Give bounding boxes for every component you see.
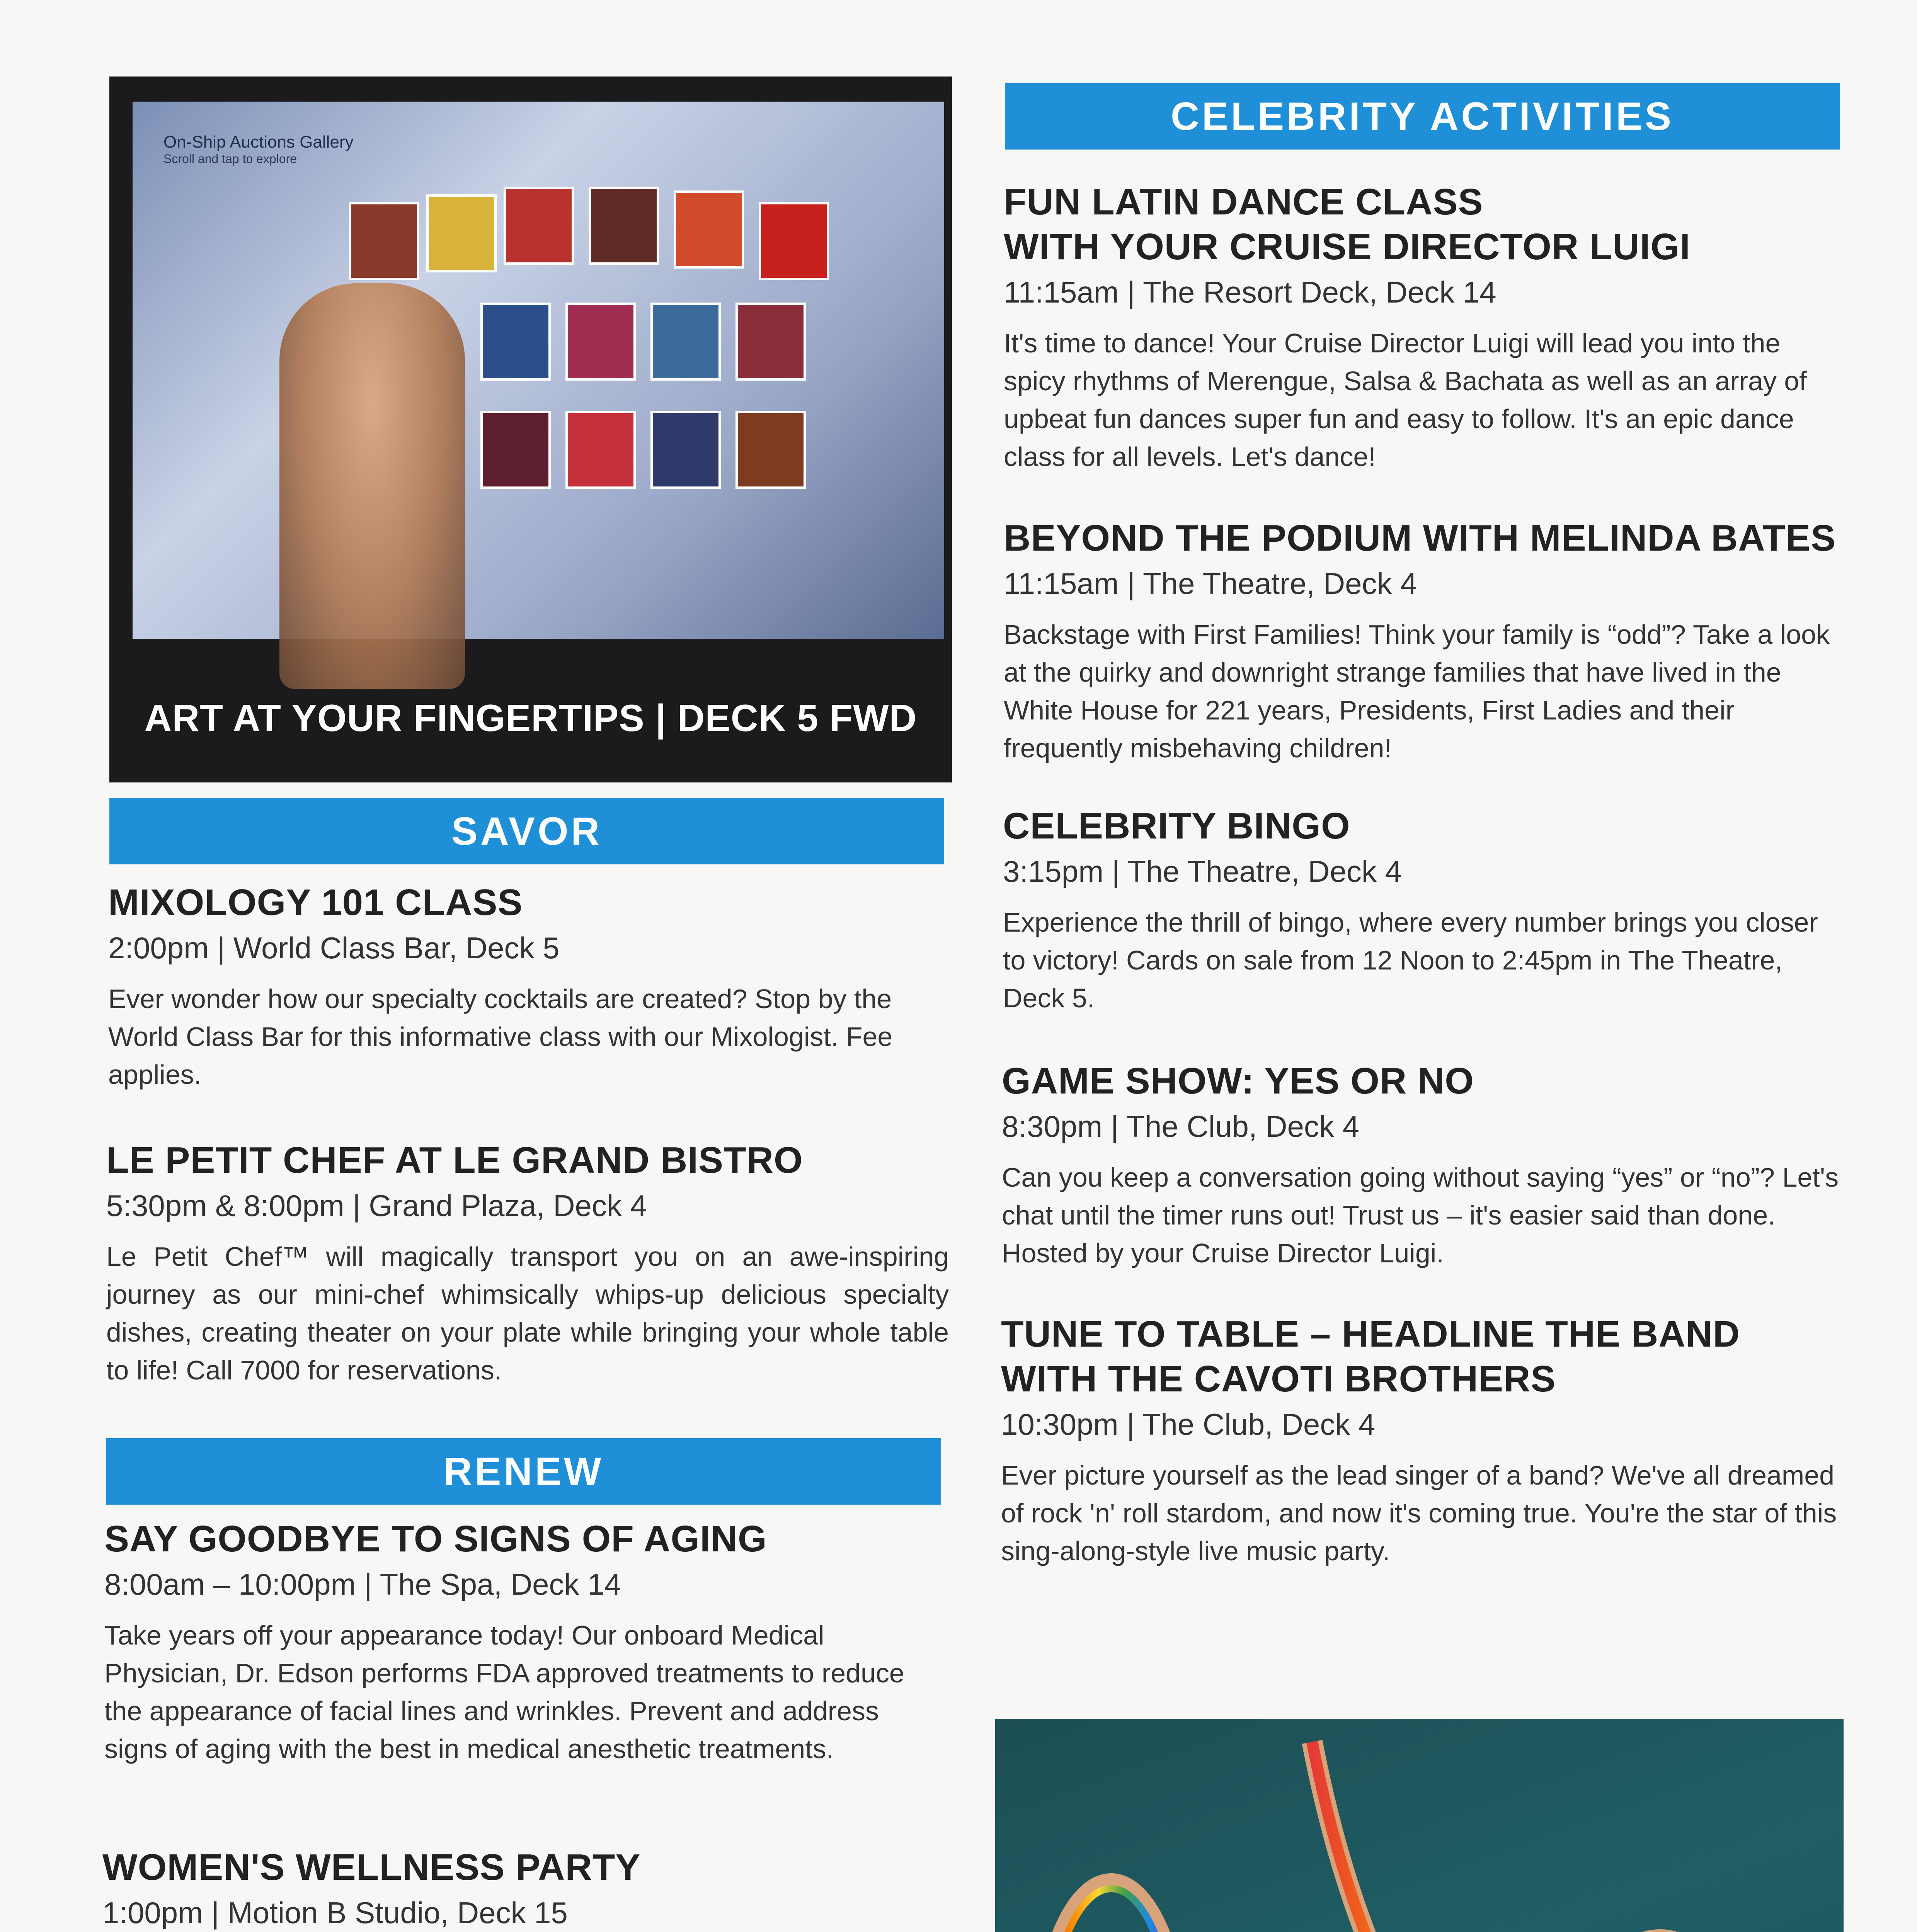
art-tile [565,411,636,489]
event-celebrity-bingo [1003,804,1845,1017]
screen-title: On-Ship Auctions Gallery [163,133,354,151]
art-tile [759,202,829,280]
art-tile [674,190,744,269]
renew-banner: RENEW [106,1438,941,1505]
event-womens-wellness [102,1845,937,1932]
art-tile [735,303,806,381]
event-latin-dance [1004,180,1846,476]
event-title-line2: WITH YOUR CRUISE DIRECTOR LUIGI [1004,226,1691,267]
event-title: GAME SHOW: YES OR NO [1002,1060,1474,1102]
art-tile [650,303,721,381]
celebrity-activities-banner: CELEBRITY ACTIVITIES [1005,83,1840,150]
event-title-line1: FUN LATIN DANCE CLASS [1004,181,1483,223]
event-signs-of-aging [104,1517,939,1768]
savor-banner: SAVOR [109,798,944,864]
art-tile [480,303,551,381]
art-photo [109,77,952,782]
event-tune-to-table [1001,1312,1844,1570]
event-description: Can you keep a conversation going without saying “yes” or “no”? Let's chat until the timer runs out! Trust us – it's easier said than done. Hosted by your Cruise Director Luigi. [1002,1162,1839,1268]
event-title: CELEBRITY BINGO [1003,805,1350,847]
gallery-screen [133,102,944,639]
jewelry-photo [995,1719,1844,1932]
necklace [1312,1742,1838,1932]
event-title-line2: WITH THE CAVOTI BROTHERS [1001,1358,1556,1400]
event-description: It's time to dance! Your Cruise Director Luigi will lead you into the spicy rhythms of Merengue, Salsa & Bachata as well as an array of upbeat fun dances super fun and easy to follow. It's an epic dance class for all levels. Let's dance! [1004,328,1807,472]
event-le-petit-chef [106,1138,949,1389]
art-tile [504,187,574,265]
event-time-location: 10:30pm | The Club, Deck 4 [1001,1407,1376,1441]
event-description: Ever picture yourself as the lead singer of a band? We've all dreamed of rock 'n' roll stardom, and now it's coming true. You're the star of this sing-along-style live music party. [1001,1460,1837,1566]
event-title: MIXOLOGY 101 CLASS [108,882,523,923]
event-time-location: 11:15am | The Theatre, Deck 4 [1004,566,1417,600]
event-description: Experience the thrill of bingo, where every number brings you closer to victory! Cards on sale from 12 Noon to 2:45pm in The Theatre, Deck 5. [1003,907,1818,1013]
art-tile [589,187,659,265]
jewelry-illustration [995,1719,1844,1932]
art-tile [349,202,419,280]
event-title: LE PETIT CHEF AT LE GRAND BISTRO [106,1139,803,1181]
event-title: SAY GOODBYE TO SIGNS OF AGING [104,1518,767,1560]
event-title: BEYOND THE PODIUM WITH MELINDA BATES [1004,517,1836,559]
woman-figure [279,283,465,689]
event-time-location: 2:00pm | World Class Bar, Deck 5 [108,931,560,965]
event-time-location: 1:00pm | Motion B Studio, Deck 15 [102,1896,568,1930]
event-title: WOMEN'S WELLNESS PARTY [102,1847,641,1888]
art-tile [426,194,497,272]
event-description: Take years off your appearance today! Our onboard Medical Physician, Dr. Edson performs FDA approved treatments to reduce the appearance of facial lines and wrinkles. Prevent and address signs of aging with the best in medical anesthetic treatments. [104,1620,904,1764]
event-beyond-the-podium [1004,516,1846,767]
event-game-show [1002,1059,1844,1272]
event-description: Backstage with First Families! Think your family is “odd”? Take a look at the quirky and downright strange families that have lived in the White House for 221 years, Presidents, First Ladies and their frequently misbehaving children! [1004,619,1830,763]
art-tile [565,303,636,381]
event-description: Le Petit Chef™ will magically transport you on an awe-inspiring journey as our mini-chef whimsically whips-up delicious specialty dishes, creating theater on your plate while bringing your whole table to life! Call 7000 for reservations. [106,1242,949,1385]
necklace-gems [1312,1742,1838,1932]
event-time-location: 8:30pm | The Club, Deck 4 [1002,1109,1359,1143]
art-caption: ART AT YOUR FINGERTIPS | DECK 5 FWD [144,697,917,739]
event-time-location: 3:15pm | The Theatre, Deck 4 [1003,854,1402,888]
event-description: Ever wonder how our specialty cocktails are created? Stop by the World Class Bar for this informative class with our Mixologist. Fee applies. [108,984,893,1090]
event-time-location: 5:30pm & 8:00pm | Grand Plaza, Deck 4 [106,1189,647,1223]
event-time-location: 11:15am | The Resort Deck, Deck 14 [1004,275,1496,309]
art-tile [650,411,721,489]
art-tile [735,411,806,489]
event-mixology [108,880,951,1094]
art-tile [480,411,551,489]
event-time-location: 8:00am – 10:00pm | The Spa, Deck 14 [104,1567,621,1601]
screen-subtitle: Scroll and tap to explore [163,152,297,166]
event-title-line1: TUNE TO TABLE – HEADLINE THE BAND [1001,1313,1740,1355]
